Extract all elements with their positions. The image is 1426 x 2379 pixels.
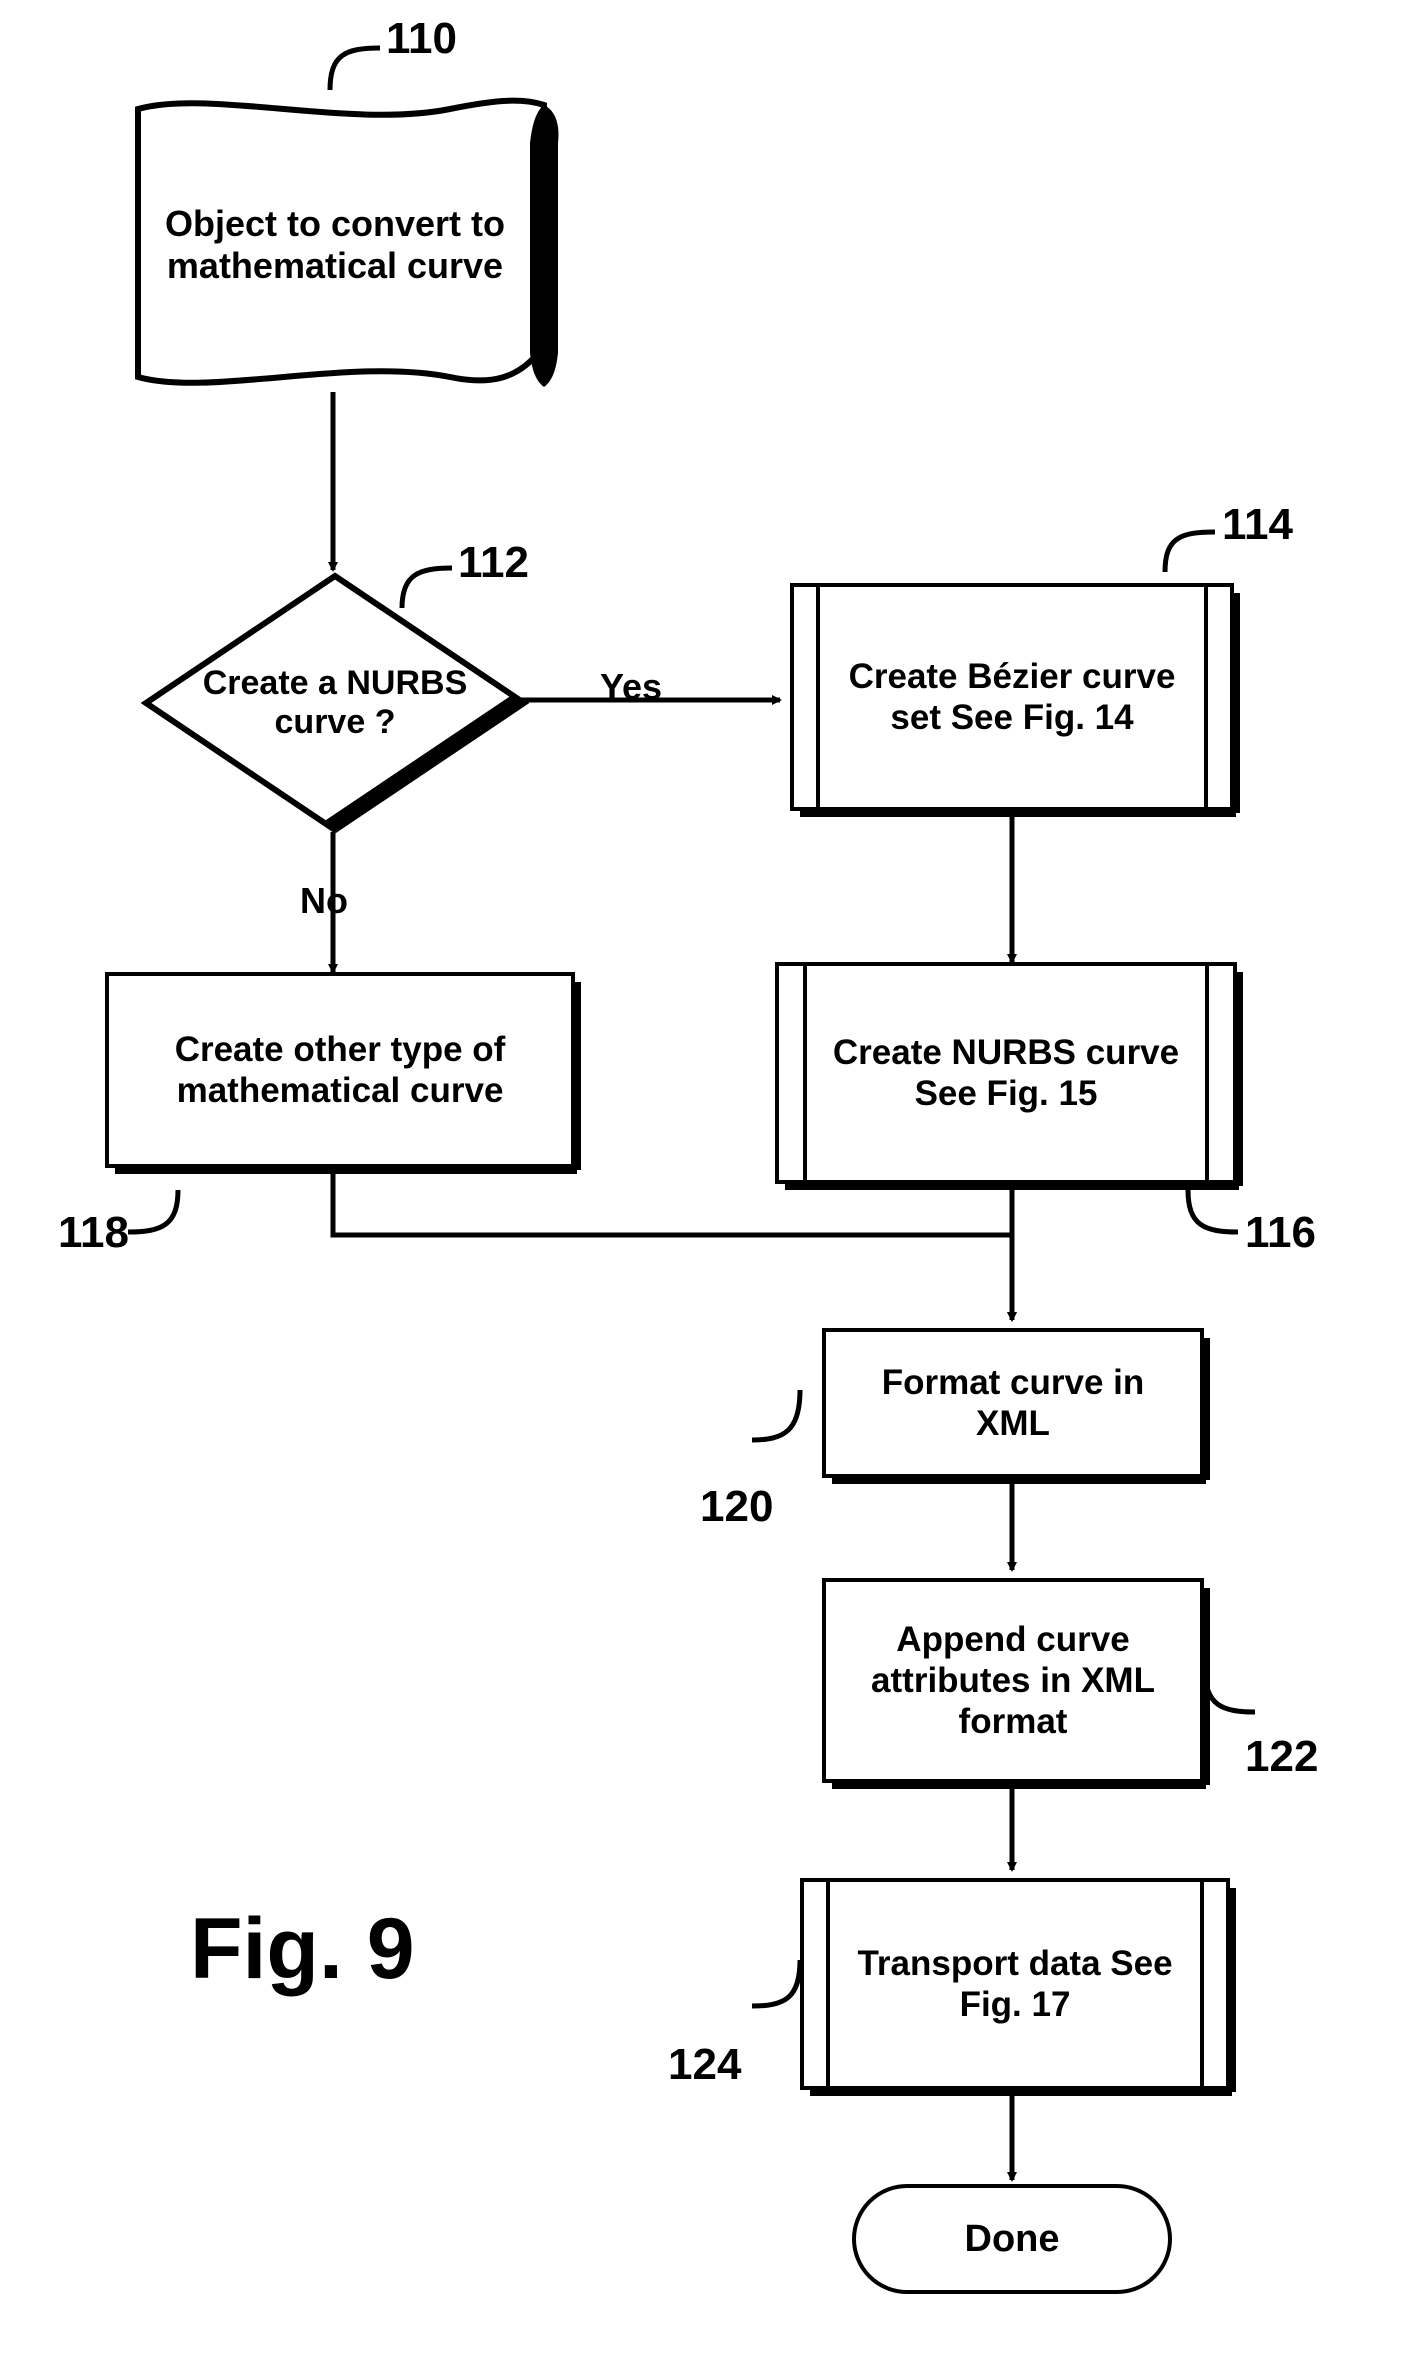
ref-118: 118 [58,1208,129,1257]
edge-label-no: No [300,880,348,921]
ref-110: 110 [386,14,457,63]
ref-122: 122 [1245,1732,1319,1781]
node-decision [140,570,530,836]
node-done [852,2184,1172,2294]
node-other-curve-label: Create other type of mathematical curve [174,1029,506,1110]
node-other-curve [105,972,575,1168]
node-append-attributes-label: Append curve attributes in XML format [871,1619,1155,1742]
ref-116: 116 [1245,1208,1316,1257]
node-done-label: Done [964,2217,1060,2260]
node-format-xml [822,1328,1204,1478]
node-start-label: Object to convert to mathematical curve [164,203,506,286]
node-append-attributes [822,1578,1204,1783]
edge-label-yes: Yes [600,666,663,707]
figure-caption: Fig. 9 [190,1901,415,1997]
node-format-xml-label: Format curve in XML [881,1362,1145,1443]
node-bezier [790,583,1234,811]
node-transport-label: Transport data See Fig. 17 [857,1943,1173,2024]
node-nurbs [775,962,1237,1184]
ref-112: 112 [458,538,529,587]
node-transport [800,1878,1230,2090]
ref-114: 114 [1222,500,1293,549]
node-nurbs-label: Create NURBS curve See Fig. 15 [832,1032,1180,1113]
node-bezier-label: Create Bézier curve set See Fig. 14 [848,656,1176,737]
ref-120: 120 [700,1482,774,1531]
ref-124: 124 [668,2040,742,2089]
node-decision-label: Create a NURBS curve ? [202,664,468,741]
